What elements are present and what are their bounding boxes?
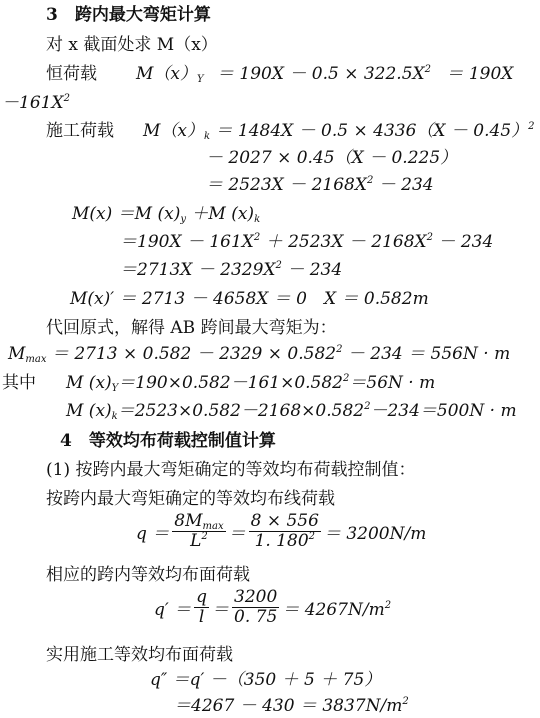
section-4-heading: 4 等效均布荷载控制值计算 — [60, 431, 276, 451]
mmax-equation: $M_{max} = 2713 \times 0.582 - 2329 \times 0.582^2 - 234 = 556N \cdot m$ — [8, 344, 511, 365]
section-3-intro: 对 x 截面处求 M（x） — [46, 35, 218, 55]
q-equation: q ＝ $\frac{8M_{max}}{L^2}$ ＝ $\frac{8 \times 556}{1. 180^2}$ ＝ 3200N/m — [136, 511, 427, 551]
construction-load-line-3: ＝ $2523X - 2168X^2 - 234$ — [206, 175, 434, 195]
q-prime-equation: q′ ＝ $\frac{q}{l}$ ＝ $\frac{3200}{0. 75}$ ＝ $4267N/m^2$ — [154, 587, 392, 627]
dead-load-continuation: $-161X^2$ — [2, 93, 70, 113]
substitute-text: 代回原式，解得 AB 跨间最大弯矩为： — [46, 318, 337, 338]
section-4-item-1: (1) 按跨内最大弯矩确定的等效均布荷载控制值： — [46, 460, 416, 480]
construction-load-line-2: － 2027 × 0.45（X － 0.225） — [206, 148, 458, 168]
construction-load-line-1: $M(x)_k = 1484X - 0.5 \times 4336(X - 0.45)^2$ — [143, 121, 535, 142]
section-4-text-3: 实用施工等效均布面荷载 — [46, 645, 233, 665]
derivative-equation: M(x)′ ＝ 2713 － 4658X ＝ 0 X ＝ 0.582m — [70, 289, 429, 309]
dead-load-equation: $M(x)_Y = 190X - 0.5 \times 322.5X^2 = 190X$ — [136, 64, 514, 85]
q-double-prime-line-1: q″ ＝q′ －（350 ＋ 5 ＋ 75） — [150, 670, 382, 690]
q-prime-fraction-2: $\frac{3200}{0. 75}$ — [234, 587, 278, 627]
dead-load-label: 恒荷载 — [46, 64, 97, 84]
section-3-heading: 3 跨内最大弯矩计算 — [46, 5, 211, 25]
q-fraction-1: $\frac{8M_{max}}{L^2}$ — [174, 511, 224, 551]
q-prime-fraction-1: $\frac{q}{l}$ — [196, 587, 208, 627]
q-fraction-2: $\frac{8 \times 556}{1. 180^2}$ — [250, 511, 319, 551]
section-4-text-1: 按跨内最大弯矩确定的等效均布线荷载 — [46, 489, 335, 509]
total-moment-line-3: $=2713X - 2329X^2 - 234$ — [120, 260, 343, 280]
total-moment-line-1: M(x) ＝M $(x)_y +M$ $(x)_k$ — [72, 204, 261, 225]
construction-load-label: 施工荷载 — [46, 121, 114, 141]
where-construction-load-equation: M $(x)_k=2523\times 0.582-2168\times 0.582^2-234=500N \cdot m$ — [66, 401, 517, 422]
q-double-prime-line-2: $=4267 - 430 = 3837N/m^2$ — [174, 696, 409, 716]
section-4-text-2: 相应的跨内等效均布面荷载 — [46, 565, 250, 585]
where-dead-load-equation: M $(x)_Y=190\times 0.582-161\times 0.582^2=56N \cdot m$ — [66, 373, 436, 394]
where-prefix: 其中 — [2, 373, 36, 393]
total-moment-line-2: $=190X - 161X^2 + 2523X - 2168X^2 - 234$ — [120, 232, 494, 252]
